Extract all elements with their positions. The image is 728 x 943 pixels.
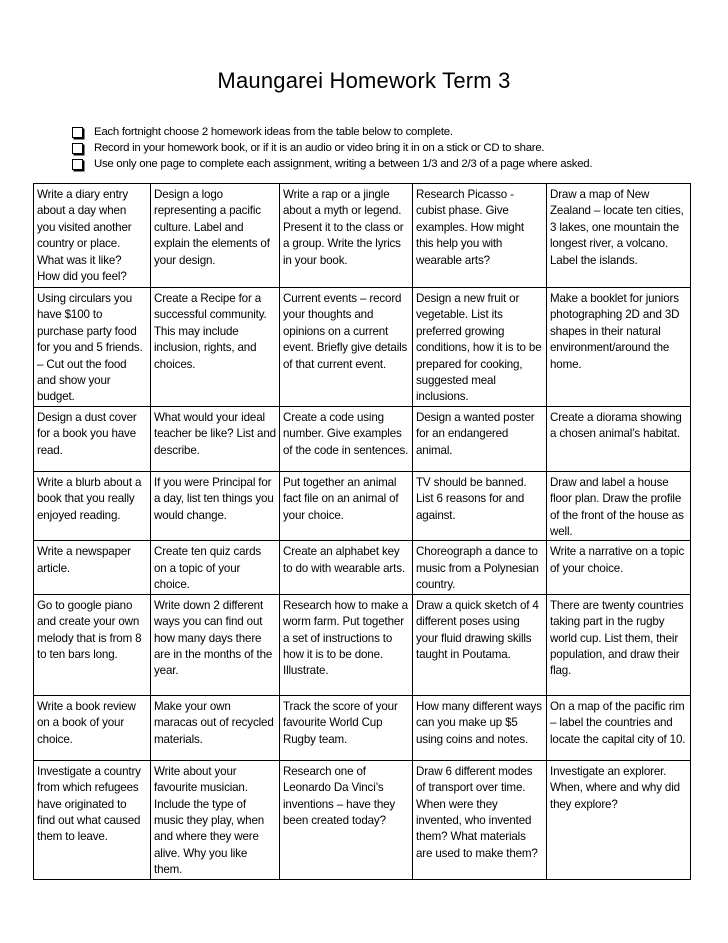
checkbox-icon (72, 143, 83, 154)
table-cell: Create a diorama showing a chosen animal’s habitat. (547, 406, 691, 471)
table-cell: Create a Recipe for a successful community. This may include inclusion, rights, and choices. (151, 288, 280, 407)
table-cell: Research how to make a worm farm. Put together a set of instructions to how it is to be done. Illustrate. (280, 594, 413, 695)
checkbox-icon (72, 159, 83, 170)
table-cell: Draw 6 different modes of transport over time. When were they invented, who invented them? What materials are used to make them? (413, 760, 547, 879)
table-cell: Draw and label a house floor plan. Draw the profile of the front of the house as well. (547, 471, 691, 541)
table-cell: Track the score of your favourite World Cup Rugby team. (280, 695, 413, 760)
instruction-list (72, 124, 712, 172)
table-cell: Design a wanted poster for an endangered animal. (413, 406, 547, 471)
homework-grid (33, 183, 691, 880)
instruction-item (72, 156, 712, 172)
table-row (34, 695, 691, 760)
table-cell: If you were Principal for a day, list ten things you would change. (151, 471, 280, 541)
table-cell: Research Picasso - cubist phase. Give examples. How might this help you with wearable arts? (413, 184, 547, 288)
table-cell: Investigate a country from which refugees have originated to find out what caused them to leave. (34, 760, 151, 879)
table-row (34, 288, 691, 407)
page-title: Maungarei Homework Term 3 (217, 68, 511, 93)
table-cell: Write a blurb about a book that you really enjoyed reading. (34, 471, 151, 541)
table-row (34, 541, 691, 594)
table-cell: There are twenty countries taking part in the rugby world cup. List them, their population, and draw their flag. (547, 594, 691, 695)
table-cell: Write a rap or a jingle about a myth or legend. Present it to the class or a group. Write the lyrics in your book. (280, 184, 413, 288)
table-cell: Investigate an explorer. When, where and why did they explore? (547, 760, 691, 879)
table-cell: On a map of the pacific rim – label the countries and locate the capital city of 10. (547, 695, 691, 760)
instruction-item (72, 124, 712, 140)
table-cell: Design a dust cover for a book you have read. (34, 406, 151, 471)
table-cell: Create a code using number. Give examples of the code in sentences. (280, 406, 413, 471)
table-cell: Draw a quick sketch of 4 different poses using your fluid drawing skills taught in Poutama. (413, 594, 547, 695)
table-row (34, 471, 691, 541)
table-cell: Write about your favourite musician. Include the type of music they play, when and where they were alive. Why you like them. (151, 760, 280, 879)
table-cell: Create ten quiz cards on a topic of your choice. (151, 541, 280, 594)
table-cell: Choreograph a dance to music from a Polynesian country. (413, 541, 547, 594)
table-cell: Write a diary entry about a day when you visited another country or place. What was it like? How did you feel? (34, 184, 151, 288)
table-cell: Make your own maracas out of recycled materials. (151, 695, 280, 760)
table-row (34, 594, 691, 695)
table-cell: Go to google piano and create your own melody that is from 8 to ten bars long. (34, 594, 151, 695)
table-cell: Put together an animal fact file on an animal of your choice. (280, 471, 413, 541)
instruction-text: Each fortnight choose 2 homework ideas from the table below to complete. (94, 126, 453, 138)
table-row (34, 184, 691, 288)
table-cell: Write a newspaper article. (34, 541, 151, 594)
table-row (34, 760, 691, 879)
table-cell: Write a narrative on a topic of your choice. (547, 541, 691, 594)
table-cell: Current events – record your thoughts and opinions on a current event. Briefly give details of that current event. (280, 288, 413, 407)
instruction-text: Use only one page to complete each assignment, writing a between 1/3 and 2/3 of a page where asked. (94, 158, 593, 170)
table-cell: How many different ways can you make up $5 using coins and notes. (413, 695, 547, 760)
table-cell: Design a new fruit or vegetable. List its preferred growing conditions, how it is to be prepared for cooking, suggested meal inclusions. (413, 288, 547, 407)
table-cell: Research one of Leonardo Da Vinci’s inventions – have they been created today? (280, 760, 413, 879)
instruction-text: Record in your homework book, or if it is an audio or video bring it in on a stick or CD to share. (94, 142, 545, 154)
table-cell: Design a logo representing a pacific culture. Label and explain the elements of your design. (151, 184, 280, 288)
checkbox-icon (72, 127, 83, 138)
table-cell: Using circulars you have $100 to purchase party food for you and 5 friends. – Cut out the food and show your budget. (34, 288, 151, 407)
table-cell: Create an alphabet key to do with wearable arts. (280, 541, 413, 594)
table-cell: TV should be banned. List 6 reasons for and against. (413, 471, 547, 541)
table-cell: Draw a map of New Zealand – locate ten cities, 3 lakes, one mountain the longest river, a volcano. Label the islands. (547, 184, 691, 288)
table-row (34, 406, 691, 471)
table-cell: Write a book review on a book of your choice. (34, 695, 151, 760)
table-cell: Write down 2 different ways you can find out how many days there are in the months of the year. (151, 594, 280, 695)
instruction-item (72, 140, 712, 156)
table-cell: What would your ideal teacher be like? List and describe. (151, 406, 280, 471)
table-cell: Make a booklet for juniors photographing 2D and 3D shapes in their natural environment/around the home. (547, 288, 691, 407)
